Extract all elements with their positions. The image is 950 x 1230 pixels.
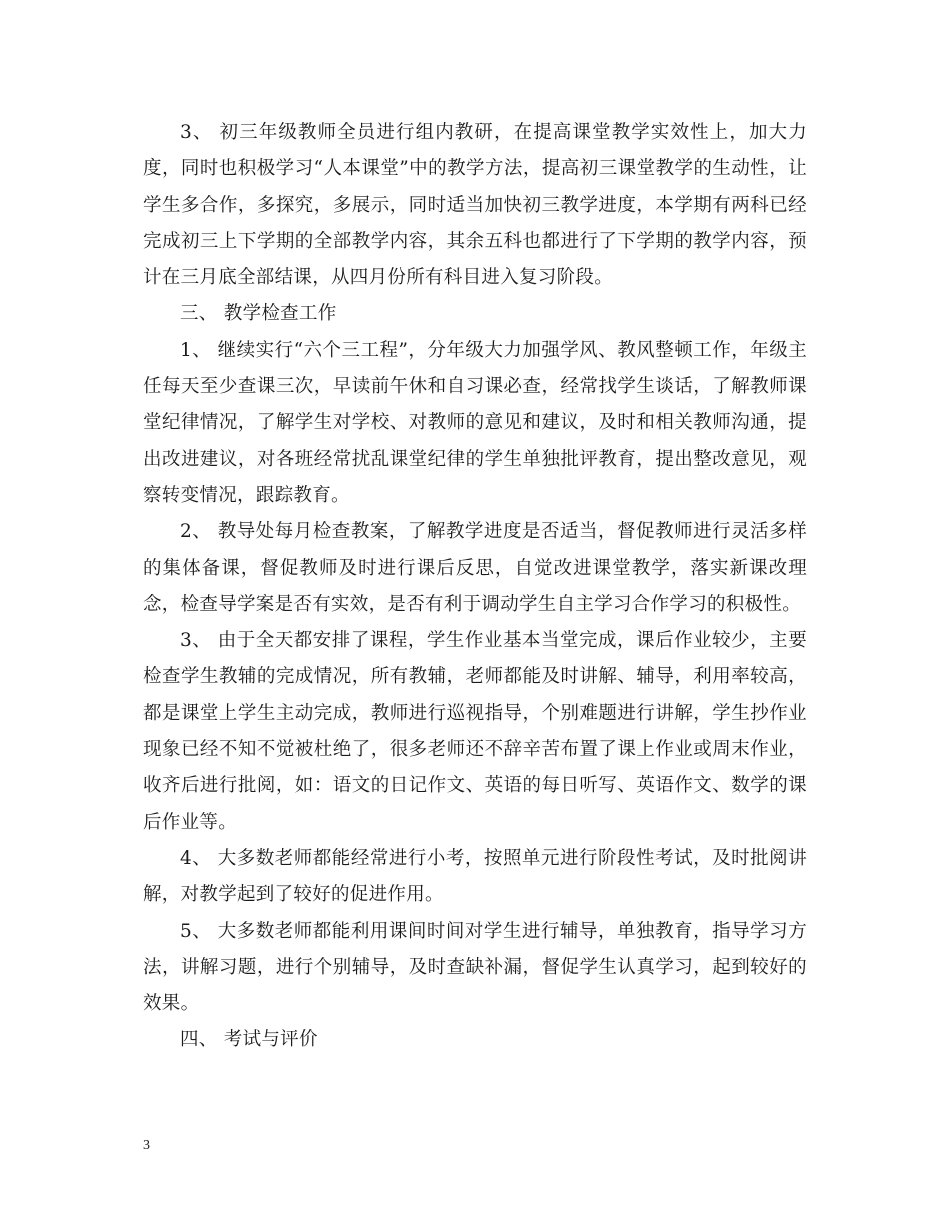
paragraph-six-three-project: 1、 继续实行“六个三工程”，分年级大力加强学风、教风整顿工作，年级主任每天至少查课三次，早读前午休和自习课必查，经常找学生谈话，了解教师课堂纪律情况，了解学生对学校、对教师的意见和建议，及时和相关教师沟通，提出改进建议，对各班经常扰乱课堂纪律的学生单独批评教育，提出整改意见，观察转变情况，跟踪教育。: [143, 339, 807, 506]
paragraph-homework-check: 3、 由于全天都安排了课程，学生作业基本当堂完成，课后作业较少，主要检查学生教辅的完成情况，所有教辅，老师都能及时讲解、辅导，利用率较高，都是课堂上学生主动完成，教师进行巡视指导，个别难题进行讲解，学生抄作业现象已经不知不觉被杜绝了，很多老师还不辞辛苦布置了课上作业或周末作业，收齐后进行批阅，如：语文的日记作文、英语的每日听写、英语作文、数学的课后作业等。: [143, 630, 807, 833]
paragraph-quizzes: 4、 大多数老师都能经常进行小考，按照单元进行阶段性考试，及时批阅讲解，对教学起到了较好的促进作用。: [143, 847, 807, 906]
page-body: [143, 115, 807, 1059]
paragraph-grade-three-research: 3、 初三年级教师全员进行组内教研，在提高课堂教学实效性上，加大力度，同时也积极学习“人本课堂”中的教学方法，提高初三课堂教学的生动性，让学生多合作，多探究，多展示，同时适当加快初三教学进度，本学期有两科已经完成初三上下学期的全部教学内容，其余五科也都进行了下学期的教学内容，预计在三月底全部结课，从四月份所有科目进入复习阶段。: [143, 122, 807, 289]
section-heading-teaching-inspection: 三、 教学检查工作: [180, 303, 337, 325]
section-heading-exams-evaluation: 四、 考试与评价: [180, 1029, 318, 1051]
paragraph-tutoring: 5、 大多数老师都能利用课间时间对学生进行辅导，单独教育，指导学习方法，讲解习题，进行个别辅导，及时查缺补漏，督促学生认真学习，起到较好的效果。: [143, 920, 807, 1015]
page-number: 3: [143, 1138, 150, 1153]
paragraph-lesson-plan-check: 2、 教导处每月检查教案，了解教学进度是否适当，督促教师进行灵活多样的集体备课，督促教师及时进行课后反思，自觉改进课堂教学，落实新课改理念，检查导学案是否有实效，是否有利于调动学生自主学习合作学习的积极性。: [143, 521, 807, 615]
